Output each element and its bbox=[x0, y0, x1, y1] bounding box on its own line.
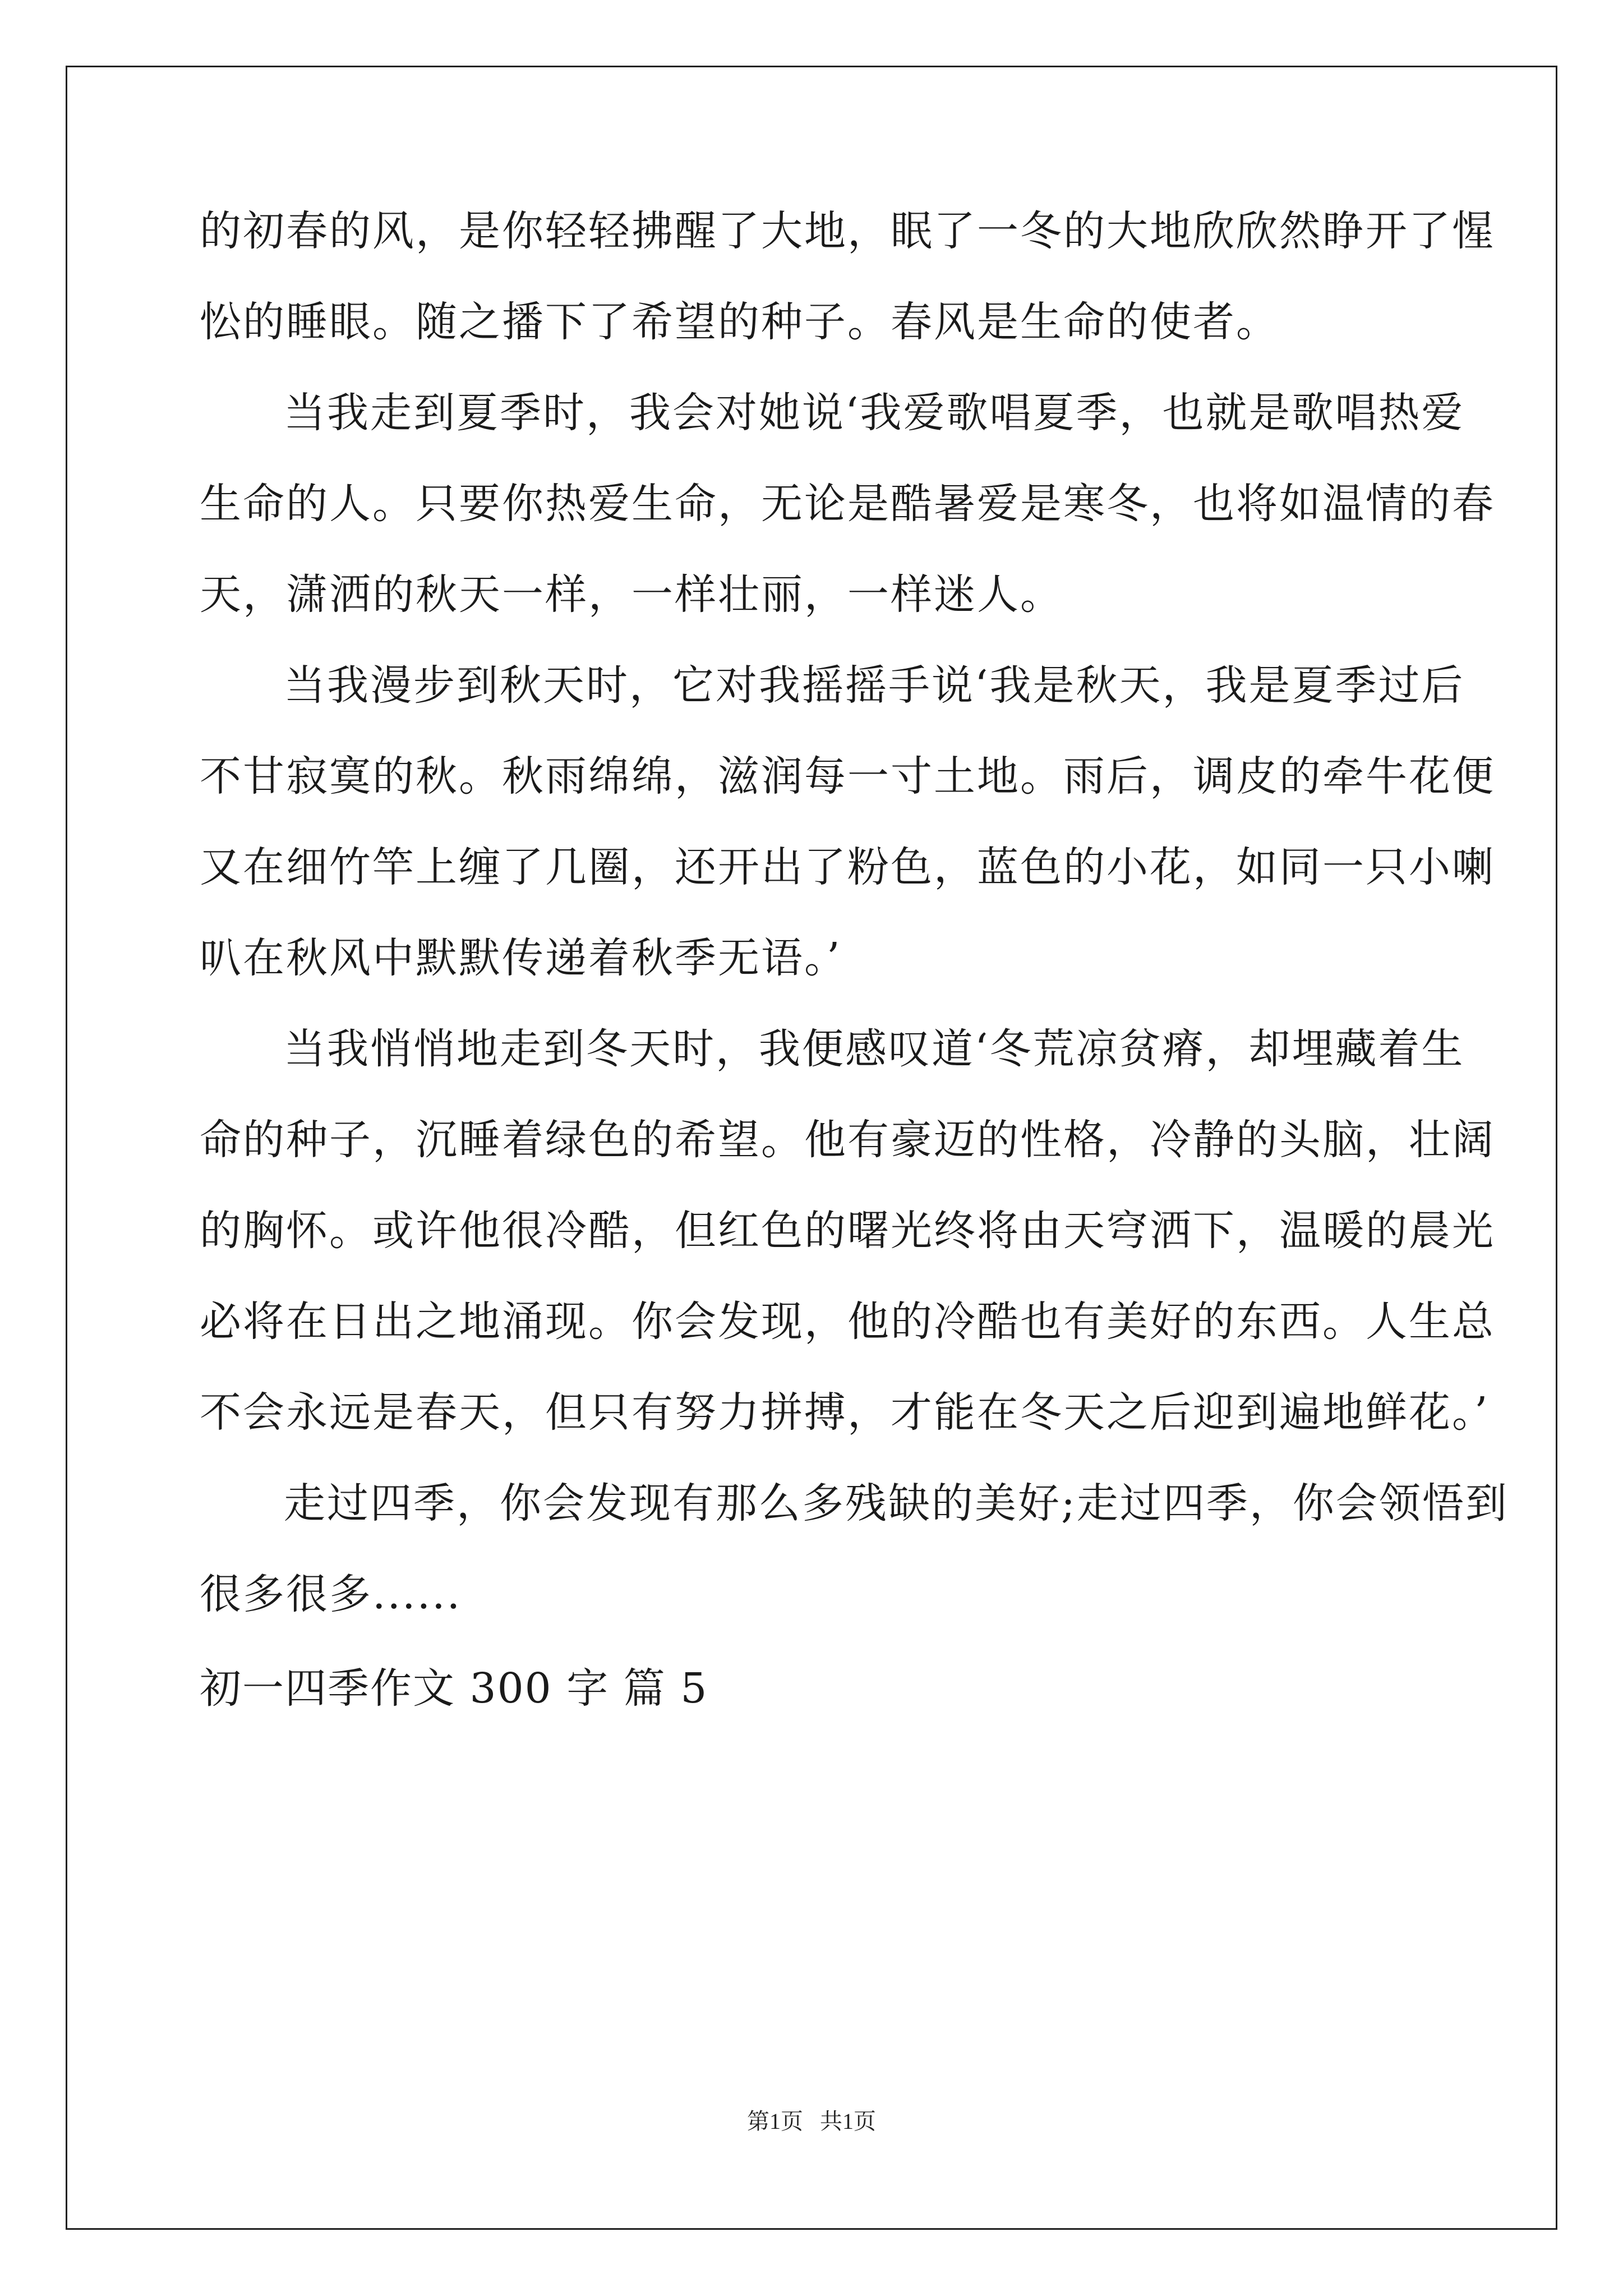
text-line: 必将在日出之地涌现。你会发现，他的冷酷也有美好的东西。人生总 bbox=[200, 1297, 1495, 1346]
text-line: 忪的睡眼。随之播下了希望的种子。春风是生命的使者。 bbox=[200, 298, 1279, 346]
paragraph-start-winter: 当我悄悄地走到冬天时，我便感叹道‘冬荒凉贫瘠，却埋藏着生 bbox=[284, 1025, 1465, 1073]
text-line: 很多很多...... bbox=[200, 1570, 462, 1618]
text-line: 叭在秋风中默默传递着秋季无语。’ bbox=[200, 934, 842, 982]
text-line: 命的种子，沉睡着绿色的希望。他有豪迈的性格，冷静的头脑，壮阔 bbox=[200, 1116, 1495, 1164]
paragraph-start-autumn: 当我漫步到秋天时，它对我摇摇手说‘我是秋天，我是夏季过后 bbox=[284, 661, 1465, 710]
paragraph-start-conclusion: 走过四季，你会发现有那么多残缺的美好;走过四季，你会领悟到 bbox=[284, 1479, 1509, 1527]
text-line: 生命的人。只要你热爱生命，无论是酷暑爱是寒冬，也将如温情的春 bbox=[200, 480, 1495, 528]
text-line: 天，潇洒的秋天一样，一样壮丽，一样迷人。 bbox=[200, 570, 1063, 619]
text-line: 不会永远是春天，但只有努力拼搏，才能在冬天之后迎到遍地鲜花。’ bbox=[200, 1388, 1490, 1437]
page-footer: 第1页 共1页 bbox=[747, 2109, 876, 2134]
paragraph-start-summer: 当我走到夏季时，我会对她说‘我爱歌唱夏季，也就是歌唱热爱 bbox=[284, 389, 1465, 437]
text-line: 的胸怀。或许他很冷酷，但红色的曙光终将由天穹洒下，温暖的晨光 bbox=[200, 1207, 1495, 1255]
text-line: 不甘寂寞的秋。秋雨绵绵，滋润每一寸土地。雨后，调皮的牵牛花便 bbox=[200, 752, 1495, 800]
document-body bbox=[200, 207, 1509, 1713]
text-line: 又在细竹竿上缠了几圈，还开出了粉色，蓝色的小花，如同一只小喇 bbox=[200, 843, 1495, 891]
text-line: 的初春的风，是你轻轻拂醒了大地，眠了一冬的大地欣欣然睁开了惺 bbox=[200, 207, 1495, 255]
section-heading: 初一四季作文 300 字 篇 5 bbox=[200, 1664, 708, 1713]
